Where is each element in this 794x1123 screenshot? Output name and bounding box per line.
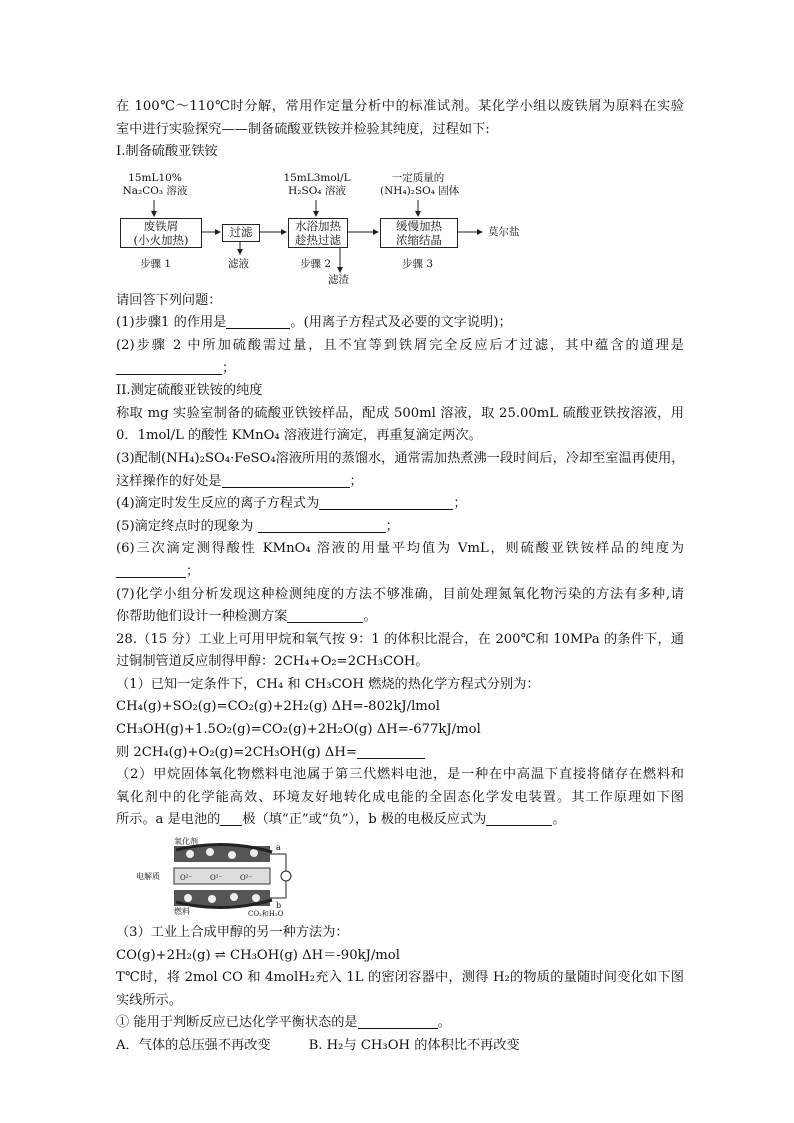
waste-residue: 滤渣 [328,273,349,286]
measure-line-2: 0．1mol/L 的酸性 KMnO₄ 溶液进行滴定，再重复滴定两次。 [116,428,482,444]
answer-blank-equilibrium[interactable] [358,1014,438,1029]
waste-filtrate: 滤液 [228,257,249,270]
equation-2: CH₃OH(g)+1.5O₂(g)=CO₂(g)+2H₂O(g) ΔH=-677kJ/mol [116,722,481,738]
q28-part3: （3）工业上合成甲醇的另一种方法为： [116,925,349,941]
equation-4: CO(g)+2H₂(g) ⇌ CH₃OH(g) ΔH＝-90kJ/mol [116,947,400,963]
box-water-bath: 水浴加热 趁热过滤 [288,218,348,248]
answer-blank-electrode[interactable] [220,811,242,826]
answer-blank-dh[interactable] [357,744,425,759]
q28-part2-3: 所示。a 是电池的 极（填“正”或“负”），b 极的电极反应式为 。 [116,812,566,828]
answer-blank-6[interactable] [116,563,186,578]
answer-blank-1[interactable] [226,314,290,329]
answer-blank-2[interactable] [116,360,222,375]
section-title-1: I.制备硫酸亚铁铵 [116,144,218,160]
q1-line: (1)步骤1 的作用是 。(用离子方程式及必要的文字说明)； [116,315,512,331]
reagent-2-line-a: 15mL3mol/L [283,171,351,184]
q2-answer-line: ； [116,358,684,381]
reagent-2-line-b: H₂SO₄ 溶液 [288,184,346,197]
label-electrolyte: 电解质 [136,872,160,882]
answer-blank-b-equation[interactable] [486,811,552,826]
answer-blank-3[interactable] [222,473,350,488]
process-flowchart [116,166,684,286]
answer-blank-7[interactable] [287,608,363,623]
q28-part2-2: 氧化剂中的化学能高效、环境友好地转化成电能的全固态化学发电装置。其工作原理如下图 [116,789,684,805]
q28-sub1: ① 能用于判断反应已达化学平衡状态的是 。 [116,1015,451,1031]
step-3-label: 步骤 3 [402,257,434,270]
section-title-2: II.测定硫酸亚铁铵的纯度 [116,383,263,399]
q28-intro-1: 28.（15 分）工业上可用甲烷和氧气按 9：1 的体积比混合，在 200℃和 10MPa 的条件下，通 [116,631,684,647]
q3-line: (3)配制(NH₄)₂SO₄·FeSO₄溶液所用的蒸馏水，通常需加热煮沸一段时间后，冷却至室温再使用， [116,450,684,466]
fuel-cell-diagram [136,837,300,919]
q28-part3-desc-1: T℃时，将 2mol CO 和 4molH₂充入 1L 的密闭容器中，测得 H₂的物质的量随时间变化如下图 [116,970,684,986]
label-products: CO₂和H₂O [248,910,284,919]
answer-blank-5[interactable] [258,518,386,533]
exam-page [116,96,684,1058]
q7-line: (7)化学小组分析发现这种检测纯度的方法不够准确，目前处理氮氧化物污染的方法有多种,请 [116,586,684,602]
box-filter: 过滤 [222,224,260,242]
q-intro: 请回答下列问题： [116,292,222,308]
label-fuel: 燃料 [174,907,190,917]
q28-intro-2: 过铜制管道反应制得甲醇：2CH₄+O₂=2CH₃COH。 [116,654,429,670]
label-electrode-a: a [276,843,281,853]
reagent-3-line-a: 一定质量的 [391,171,445,184]
measure-line-1: 称取 mg 实验室制备的硫酸亚铁铵样品，配成 500ml 溶液，取 25.00mL 硫酸亚铁按溶液，用 [116,405,684,421]
equation-1: CH₄(g)+SO₂(g)=CO₂(g)+2H₂(g) ΔH=-802kJ/lmol [116,699,440,715]
q28-part1: （1）已知一定条件下，CH₄ 和 CH₃COH 燃烧的热化学方程式分别为： [116,676,540,692]
q2-line: (2)步骤 2 中所加硫酸需过量，且不宜等到铁屑完全反应后才过滤，其中蕴含的道理是 [116,337,684,353]
q6-answer-line: ； [116,561,684,584]
q28-part3-desc-2: 实线所示。 [116,992,182,1008]
box-scrap-iron: 废铁屑 (小火加热) [120,218,202,248]
q5-line: (5)滴定终点时的现象为 ； [116,518,399,534]
label-ion-3: O²⁻ [240,874,253,883]
label-ion-1: O²⁻ [180,874,193,883]
q6-line: (6)三次滴定测得酸性 KMnO₄ 溶液的用量平均值为 VmL，则硫酸亚铁铵样品的纯度为 [116,541,684,557]
option-b[interactable]: B. H₂与 CH₃OH 的体积比不再改变 [308,1038,520,1053]
label-electrode-b: b [276,901,282,911]
q28-options [116,1035,684,1058]
label-ion-2: O²⁻ [210,874,223,883]
box-concentrate: 缓慢加热 浓缩结晶 [380,218,458,248]
q7-answer-line: 你帮助他们设计一种检测方案 。 [116,609,377,625]
step-1-label: 步骤 1 [140,257,172,270]
label-oxidant: 氧化剂 [174,837,198,847]
q28-part2-1: （2）甲烷固体氧化物燃料电池属于第三代燃料电池，是一种在中高温下直接将储存在燃料和 [116,767,684,783]
product-label: 莫尔盐 [488,225,520,238]
equation-3-line: 则 2CH₄(g)+O₂(g)=2CH₃OH(g) ΔH= [116,742,684,765]
reagent-1-line-b: Na₂CO₃ 溶液 [122,184,188,197]
reagent-3-line-b: (NH₄)₂SO₄ 固体 [380,184,460,197]
intro-line-2: 室中进行实验探究——制备硫酸亚铁铵并检验其纯度，过程如下: [116,121,490,137]
q3-answer-line: 这样操作的好处是 ； [116,473,363,489]
intro-line-1: 在 100℃～110℃时分解，常用作定量分析中的标准试剂。某化学小组以废铁屑为原料在实验 [116,99,684,114]
step-2-label: 步骤 2 [300,257,332,270]
reagent-1-line-a: 15mL10% [128,171,182,184]
option-a[interactable]: A．气体的总压强不再改变 [116,1038,271,1053]
q4-line: (4)滴定时发生反应的离子方程式为 ； [116,496,467,512]
answer-blank-4[interactable] [319,495,453,510]
